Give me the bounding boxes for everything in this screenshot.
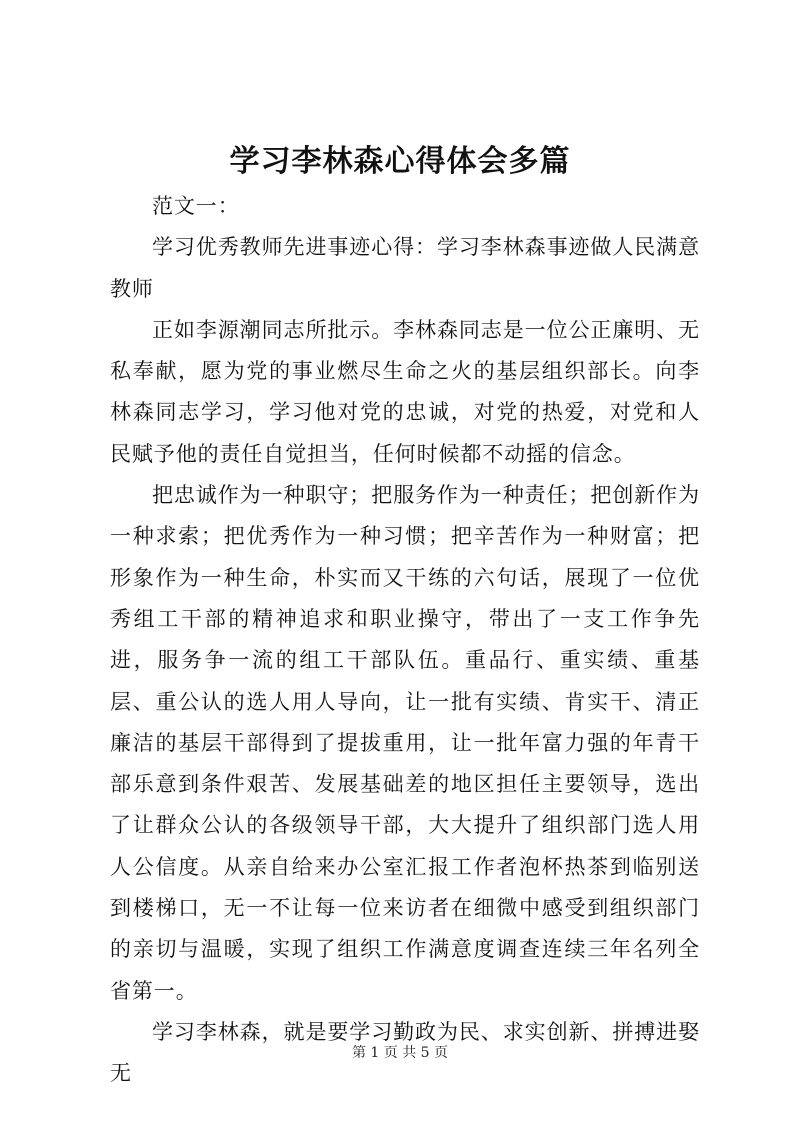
paragraph-section-label: 范文一：: [152, 194, 240, 218]
paragraph-intro: 正如李源潮同志所批示。李林森同志是一位公正廉明、无私奉献，愿为党的事业燃尽生命之火的基层组织部长。向李林森同志学习，学习他对党的忠诚，对党的热爱，对党和人民赋予他的责任自觉担当，任何时候都不动摇的信念。: [110, 317, 700, 466]
paragraph-main: 把忠诚作为一种职守；把服务作为一种责任；把创新作为一种求索；把优秀作为一种习惯；把辛苦作为一种财富；把形象作为一种生命，朴实而又干练的六句话，展现了一位优秀组工干部的精神追求和职业操守，带出了一支工作争先进，服务争一流的组工干部队伍。重品行、重实绩、重基层、重公认的选人用人导向，让一批有实绩、肯实干、清正廉洁的基层干部得到了提拔重用，让一批年富力强的年青干部乐意到条件艰苦、发展基础差的地区担任主要领导，选出了让群众公认的各级领导干部，大大提升了组织部门选人用人公信度。从亲自给来办公室汇报工作者泡杯热茶到临别送到楼梯口，无一不让每一位来访者在细微中感受到组织部门的亲切与温暖，实现了组织工作满意度调查连续三年名列全省第一。: [110, 483, 700, 1003]
paragraph-subtitle: 学习优秀教师先进事迹心得：学习李林森事迹做人民满意教师: [110, 235, 700, 301]
paragraph-closing: 学习李林森，就是要学习勤政为民、求实创新、拼搏进娶无: [110, 1019, 700, 1086]
document-body: [110, 186, 700, 1095]
page-number-footer: 第 1 页 共 5 页: [351, 1045, 449, 1061]
document-title: 学习李林森心得体会多篇: [229, 144, 571, 179]
